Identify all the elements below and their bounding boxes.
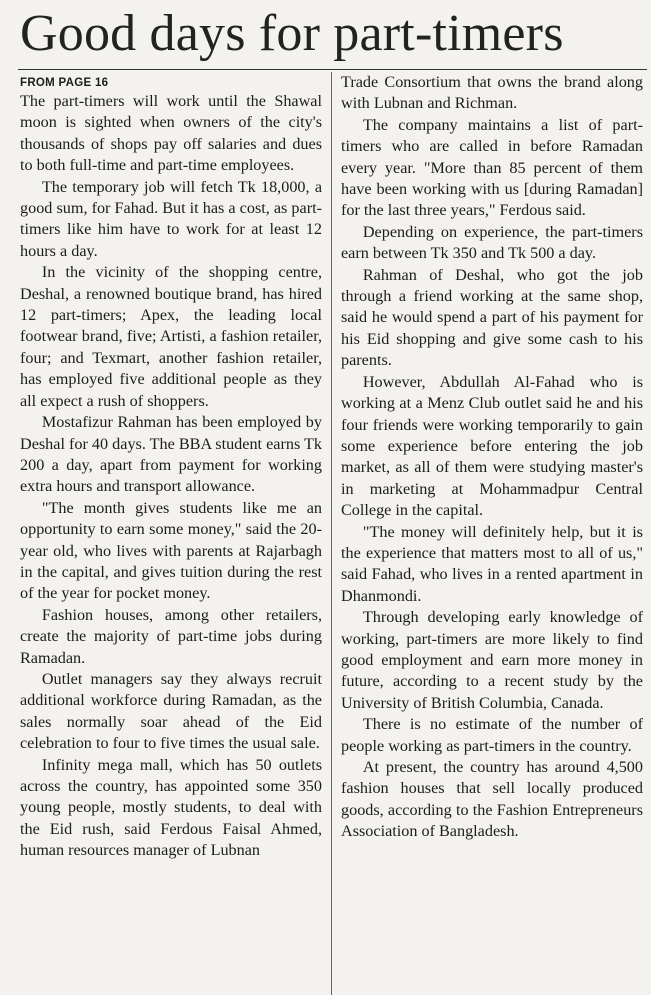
headline-rule — [18, 69, 647, 70]
paragraph: "The money will definitely help, but it is the experience that matters most to all of us," said Fahad, who lives in a rented apartment in Dhanmondi. — [341, 522, 643, 605]
left-column — [20, 72, 322, 862]
paragraph: In the vicinity of the shopping centre, Deshal, a renowned boutique brand, has hired 12 part-timers; Apex, the leading local footwear brand, five; Artisti, a fashion retailer, four; and Texmart, another fashion retailer, has employed five additional people as they all expect a rush of shoppers. — [20, 263, 322, 410]
headline: Good days for part-timers — [20, 5, 564, 62]
column-divider — [331, 72, 332, 995]
paragraph: The company maintains a list of part-timers who are called in before Ramadan every year. "More than 85 percent of them have been working with us [during Ramadan] for the last three years," Ferdous said. — [341, 115, 643, 220]
paragraph: Outlet managers say they always recruit additional workforce during Ramadan, as the sales normally soar ahead of the Eid celebration to four to five times the usual sale. — [20, 669, 322, 753]
from-page-label: FROM PAGE 16 — [20, 77, 109, 89]
paragraph: At present, the country has around 4,500 fashion houses that sell locally produced goods, according to the Fashion Entrepreneurs Association of Bangladesh. — [341, 758, 643, 841]
paragraph: Trade Consortium that owns the brand along with Lubnan and Richman. — [341, 73, 643, 113]
paragraph: Fashion houses, among other retailers, create the majority of part-time jobs during Ramadan. — [20, 605, 322, 667]
paragraph: There is no estimate of the number of people working as part-timers in the country. — [341, 715, 643, 755]
paragraph: Through developing early knowledge of working, part-timers are more likely to find good employment and earn more money in future, according to a recent study by the University of British Columbia, Canada. — [341, 608, 643, 712]
paragraph: "The month gives students like me an opportunity to earn some money," said the 20-year old, who lives with parents at Rajarbagh in the capital, and gives tuition during the rest of the year for pocket money. — [20, 498, 322, 603]
paragraph: Mostafizur Rahman has been employed by Deshal for 40 days. The BBA student earns Tk 200 a day, apart from payment for working extra hours and transport allowance. — [20, 413, 322, 496]
paragraph: The temporary job will fetch Tk 18,000, a good sum, for Fahad. But it has a cost, as part-timers like him have to work for at least 12 hours a day. — [20, 177, 322, 260]
paragraph: Depending on experience, the part-timers earn between Tk 350 and Tk 500 a day. — [341, 222, 643, 263]
paragraph: Rahman of Deshal, who got the job through a friend working at the same shop, said he would spend a part of his payment for his Eid shopping and give some cash to his parents. — [341, 265, 643, 370]
paragraph: Infinity mega mall, which has 50 outlets across the country, has appointed some 350 young people, mostly students, to deal with the Eid rush, said Ferdous Faisal Ahmed, human resources manager of Lubnan — [20, 755, 322, 860]
right-column — [341, 72, 643, 843]
paragraph: The part-timers will work until the Shawal moon is sighted when owners of the city's thousands of shops pay off salaries and dues to both full-time and part-time employees. — [20, 92, 322, 175]
paragraph: However, Abdullah Al-Fahad who is working at a Menz Club outlet said he and his four friends were working temporarily to gain some experience before entering the job market, as all of them were studying master's in marketing at Mohammadpur Central College in the capital. — [341, 372, 643, 520]
